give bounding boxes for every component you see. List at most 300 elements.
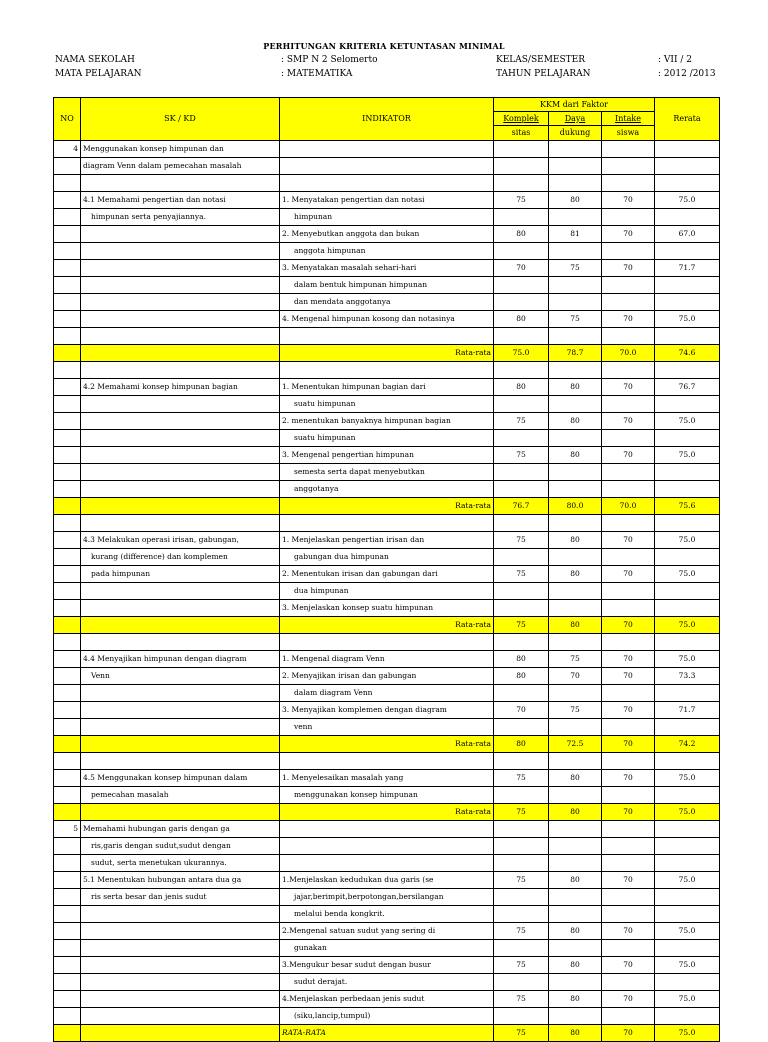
kompleksitas-cell: 70 [494,702,549,719]
kompleksitas-cell: 80 [494,311,549,328]
kompleksitas-cell [494,430,549,447]
rerata-cell: 71.7 [655,702,720,719]
indikator-cell: 2. Menyajikan irisan dan gabungan [280,668,494,685]
header-factor-1b: sitas [494,126,549,141]
table-row [54,430,720,447]
skkd-cell [81,634,280,651]
no-cell [54,549,81,566]
daya-dukung-cell [549,600,602,617]
daya-dukung-cell [549,787,602,804]
indikator-cell: dua himpunan [280,583,494,600]
daya-dukung-cell [549,974,602,991]
skkd-cell [81,175,280,192]
table-row [54,719,720,736]
header-factor-2b: dukung [549,126,602,141]
table-row [54,1025,720,1042]
skkd-cell: Menggunakan konsep himpunan dan [81,141,280,158]
indikator-cell [280,141,494,158]
indikator-cell: gabungan dua himpunan [280,549,494,566]
rerata-cell: 75.6 [655,498,720,515]
rerata-cell: 75.0 [655,991,720,1008]
table-row [54,175,720,192]
intake-siswa-cell: 70 [602,872,655,889]
daya-dukung-cell [549,277,602,294]
intake-siswa-cell [602,481,655,498]
table-row [54,600,720,617]
subject-value: : MATEMATIKA [281,69,353,79]
kompleksitas-cell [494,685,549,702]
intake-siswa-cell: 70 [602,260,655,277]
no-cell [54,923,81,940]
rerata-cell [655,634,720,651]
skkd-cell [81,277,280,294]
class-label: KELAS/SEMESTER [496,55,586,65]
rerata-cell: 75.0 [655,192,720,209]
rerata-cell [655,940,720,957]
no-cell [54,668,81,685]
indikator-cell: 3. Menjelaskan konsep suatu himpunan [280,600,494,617]
daya-dukung-cell [549,838,602,855]
kompleksitas-cell [494,294,549,311]
rerata-cell [655,515,720,532]
table-row [54,345,720,362]
table-row [54,549,720,566]
indikator-cell: 1. Menyatakan pengertian dan notasi [280,192,494,209]
header-indikator: INDIKATOR [280,98,494,141]
intake-siswa-cell [602,362,655,379]
skkd-cell: 4.3 Melakukan operasi irisan, gabungan, [81,532,280,549]
intake-siswa-cell: 70 [602,1025,655,1042]
daya-dukung-cell: 75 [549,260,602,277]
daya-dukung-cell [549,175,602,192]
header-factor-1a: Komplek [494,112,549,126]
no-cell [54,532,81,549]
school-label: NAMA SEKOLAH [55,55,135,65]
no-cell [54,226,81,243]
table-row [54,804,720,821]
kompleksitas-cell [494,634,549,651]
intake-siswa-cell: 70 [602,804,655,821]
no-cell [54,209,81,226]
no-cell: 4 [54,141,81,158]
table-row [54,277,720,294]
daya-dukung-cell [549,906,602,923]
table-row [54,141,720,158]
indikator-cell [280,515,494,532]
kompleksitas-cell: 80 [494,736,549,753]
kompleksitas-cell: 75 [494,617,549,634]
indikator-cell: suatu himpunan [280,396,494,413]
subject-label: MATA PELAJARAN [55,69,142,79]
intake-siswa-cell [602,974,655,991]
indikator-cell: 3.Mengukur besar sudut dengan busur [280,957,494,974]
table-row [54,991,720,1008]
rerata-cell [655,175,720,192]
skkd-cell [81,957,280,974]
table-row [54,481,720,498]
no-cell [54,192,81,209]
kompleksitas-cell [494,243,549,260]
skkd-cell: kurang (difference) dan komplemen [81,549,280,566]
table-row [54,294,720,311]
skkd-cell: diagram Venn dalam pemecahan masalah [81,158,280,175]
intake-siswa-cell: 70 [602,226,655,243]
no-cell [54,447,81,464]
skkd-cell: ris,garis dengan sudut,sudut dengan [81,838,280,855]
rerata-cell [655,141,720,158]
rerata-cell: 75.0 [655,804,720,821]
no-cell [54,991,81,1008]
no-cell [54,413,81,430]
skkd-cell [81,447,280,464]
average-label: Rata-rata [280,498,494,515]
indikator-cell: dan mendata anggotanya [280,294,494,311]
skkd-cell [81,481,280,498]
daya-dukung-cell [549,294,602,311]
indikator-cell: 3. Mengenal pengertian himpunan [280,447,494,464]
intake-siswa-cell [602,583,655,600]
rerata-cell [655,583,720,600]
rerata-cell [655,753,720,770]
indikator-cell [280,838,494,855]
no-cell [54,311,81,328]
daya-dukung-cell [549,464,602,481]
intake-siswa-cell: 70 [602,770,655,787]
daya-dukung-cell [549,481,602,498]
no-cell [54,872,81,889]
daya-dukung-cell [549,158,602,175]
rerata-cell: 75.0 [655,413,720,430]
no-cell [54,328,81,345]
daya-dukung-cell: 80 [549,413,602,430]
kompleksitas-cell: 70 [494,260,549,277]
kompleksitas-cell [494,464,549,481]
indikator-cell: 3. Menyajikan komplemen dengan diagram [280,702,494,719]
indikator-cell: 1. Menyelesaikan masalah yang [280,770,494,787]
indikator-cell: anggotanya [280,481,494,498]
skkd-cell [81,583,280,600]
average-label: Rata-rata [280,736,494,753]
skkd-cell: sudut, serta menetukan ukurannya. [81,855,280,872]
kompleksitas-cell [494,158,549,175]
skkd-cell [81,719,280,736]
no-cell [54,362,81,379]
intake-siswa-cell [602,685,655,702]
daya-dukung-cell [549,719,602,736]
table-row [54,906,720,923]
intake-siswa-cell: 70 [602,447,655,464]
daya-dukung-cell: 80 [549,804,602,821]
daya-dukung-cell [549,515,602,532]
kompleksitas-cell [494,328,549,345]
intake-siswa-cell [602,753,655,770]
no-cell [54,634,81,651]
skkd-cell [81,991,280,1008]
daya-dukung-cell [549,141,602,158]
skkd-cell [81,464,280,481]
school-value: : SMP N 2 Selomerto [281,55,378,65]
empty-cell [81,617,280,634]
kompleksitas-cell [494,719,549,736]
daya-dukung-cell [549,362,602,379]
table-row [54,855,720,872]
skkd-cell [81,413,280,430]
indikator-cell: 2.Mengenal satuan sudut yang sering di [280,923,494,940]
no-cell [54,685,81,702]
intake-siswa-cell [602,940,655,957]
skkd-cell [81,294,280,311]
header-kkm: KKM dari Faktor [494,98,655,112]
daya-dukung-cell [549,685,602,702]
daya-dukung-cell [549,583,602,600]
table-row [54,753,720,770]
empty-cell [81,498,280,515]
kompleksitas-cell: 75.0 [494,345,549,362]
no-cell [54,957,81,974]
daya-dukung-cell: 80 [549,770,602,787]
daya-dukung-cell [549,549,602,566]
skkd-cell: ris serta besar dan jenis sudut [81,889,280,906]
rerata-cell: 73.3 [655,668,720,685]
daya-dukung-cell [549,753,602,770]
daya-dukung-cell [549,1008,602,1025]
indikator-cell: 1. Menjelaskan pengertian irisan dan [280,532,494,549]
no-cell [54,770,81,787]
skkd-cell: 4.1 Memahami pengertian dan notasi [81,192,280,209]
table-row [54,226,720,243]
skkd-cell [81,702,280,719]
rerata-cell [655,821,720,838]
daya-dukung-cell: 80.0 [549,498,602,515]
skkd-cell [81,328,280,345]
empty-cell [81,736,280,753]
no-cell [54,1008,81,1025]
indikator-cell: jajar,berimpit,berpotongan,bersilangan [280,889,494,906]
intake-siswa-cell [602,141,655,158]
indikator-cell [280,855,494,872]
empty-cell [54,804,81,821]
kompleksitas-cell [494,855,549,872]
kompleksitas-cell [494,209,549,226]
table-row [54,379,720,396]
intake-siswa-cell [602,821,655,838]
no-cell [54,906,81,923]
kompleksitas-cell [494,1008,549,1025]
table-row [54,515,720,532]
skkd-cell [81,753,280,770]
table-row [54,974,720,991]
kompleksitas-cell [494,889,549,906]
no-cell [54,430,81,447]
intake-siswa-cell [602,243,655,260]
daya-dukung-cell: 70 [549,668,602,685]
intake-siswa-cell [602,396,655,413]
table-row [54,1008,720,1025]
daya-dukung-cell: 80 [549,566,602,583]
intake-siswa-cell: 70 [602,702,655,719]
no-cell [54,396,81,413]
daya-dukung-cell: 80 [549,192,602,209]
rerata-cell [655,906,720,923]
kompleksitas-cell [494,753,549,770]
rerata-cell [655,481,720,498]
daya-dukung-cell [549,209,602,226]
rerata-cell: 74.2 [655,736,720,753]
daya-dukung-cell: 80 [549,532,602,549]
average-label: Rata-rata [280,345,494,362]
empty-cell [54,736,81,753]
rerata-cell [655,855,720,872]
kompleksitas-cell: 75 [494,872,549,889]
empty-cell [81,345,280,362]
indikator-cell: 4.Menjelaskan perbedaan jenis sudut [280,991,494,1008]
no-cell [54,583,81,600]
rerata-cell [655,209,720,226]
daya-dukung-cell [549,821,602,838]
intake-siswa-cell [602,277,655,294]
kompleksitas-cell: 75 [494,447,549,464]
kompleksitas-cell: 80 [494,651,549,668]
skkd-cell: 5.1 Menentukan hubungan antara dua ga [81,872,280,889]
skkd-cell [81,974,280,991]
daya-dukung-cell: 80 [549,991,602,1008]
intake-siswa-cell [602,549,655,566]
daya-dukung-cell: 80 [549,1025,602,1042]
rerata-cell: 76.7 [655,379,720,396]
no-cell [54,974,81,991]
rerata-cell [655,600,720,617]
rerata-cell [655,362,720,379]
daya-dukung-cell [549,328,602,345]
kompleksitas-cell: 75 [494,532,549,549]
intake-siswa-cell: 70 [602,566,655,583]
indikator-cell: 1. Mengenal diagram Venn [280,651,494,668]
average-label: Rata-rata [280,617,494,634]
indikator-cell: gunakan [280,940,494,957]
table-row [54,923,720,940]
table-body [54,141,720,1042]
table-row [54,940,720,957]
indikator-cell [280,753,494,770]
kompleksitas-cell: 75 [494,923,549,940]
indikator-cell [280,821,494,838]
no-cell [54,600,81,617]
table-row [54,617,720,634]
kompleksitas-cell: 75 [494,413,549,430]
header-rerata: Rerata [655,98,720,141]
rerata-cell [655,396,720,413]
indikator-cell: 2. menentukan banyaknya himpunan bagian [280,413,494,430]
daya-dukung-cell: 80 [549,923,602,940]
no-cell [54,702,81,719]
daya-dukung-cell: 72.5 [549,736,602,753]
table-row [54,634,720,651]
no-cell [54,243,81,260]
kompleksitas-cell [494,277,549,294]
no-cell [54,940,81,957]
header-no: NO [54,98,81,141]
rerata-cell [655,294,720,311]
indikator-cell: (siku,lancip,tumpul) [280,1008,494,1025]
table-row [54,243,720,260]
no-cell [54,175,81,192]
kompleksitas-cell [494,515,549,532]
intake-siswa-cell: 70 [602,379,655,396]
daya-dukung-cell: 75 [549,311,602,328]
rerata-cell: 75.0 [655,923,720,940]
skkd-cell: pada himpunan [81,566,280,583]
intake-siswa-cell [602,294,655,311]
rerata-cell [655,838,720,855]
table-row [54,770,720,787]
rerata-cell: 75.0 [655,447,720,464]
skkd-cell [81,362,280,379]
kompleksitas-cell [494,600,549,617]
kompleksitas-cell: 75 [494,1025,549,1042]
empty-cell [54,498,81,515]
no-cell [54,515,81,532]
no-cell [54,481,81,498]
rerata-cell [655,328,720,345]
rerata-cell [655,787,720,804]
intake-siswa-cell: 70 [602,651,655,668]
daya-dukung-cell: 80 [549,379,602,396]
indikator-cell: dalam diagram Venn [280,685,494,702]
rerata-cell [655,719,720,736]
rerata-cell: 67.0 [655,226,720,243]
kompleksitas-cell: 80 [494,226,549,243]
rerata-cell [655,464,720,481]
indikator-cell: 3. Menyatakan masalah sehari-hari [280,260,494,277]
skkd-cell [81,396,280,413]
header-factor-2a: Daya [549,112,602,126]
intake-siswa-cell: 70.0 [602,345,655,362]
kompleksitas-cell [494,906,549,923]
intake-siswa-cell: 70 [602,923,655,940]
rerata-cell: 75.0 [655,532,720,549]
indikator-cell: dalam bentuk himpunan himpunan [280,277,494,294]
daya-dukung-cell [549,430,602,447]
kompleksitas-cell [494,362,549,379]
header-factor-3b: siswa [602,126,655,141]
no-cell [54,787,81,804]
daya-dukung-cell [549,396,602,413]
rerata-cell [655,685,720,702]
indikator-cell: semesta serta dapat menyebutkan [280,464,494,481]
daya-dukung-cell: 80 [549,447,602,464]
indikator-cell: 4. Mengenal himpunan kosong dan notasinya [280,311,494,328]
skkd-cell [81,906,280,923]
intake-siswa-cell [602,838,655,855]
table-row [54,396,720,413]
skkd-cell: Venn [81,668,280,685]
skkd-cell: himpunan serta penyajiannya. [81,209,280,226]
rerata-cell: 75.0 [655,651,720,668]
table-row [54,787,720,804]
no-cell [54,753,81,770]
intake-siswa-cell: 70 [602,311,655,328]
table-row [54,209,720,226]
header-skkd: SK / KD [81,98,280,141]
kompleksitas-cell: 75 [494,991,549,1008]
skkd-cell [81,685,280,702]
daya-dukung-cell: 80 [549,872,602,889]
header-factor-3a: Intake [602,112,655,126]
indikator-cell: suatu himpunan [280,430,494,447]
kompleksitas-cell [494,940,549,957]
kompleksitas-cell [494,549,549,566]
daya-dukung-cell [549,889,602,906]
